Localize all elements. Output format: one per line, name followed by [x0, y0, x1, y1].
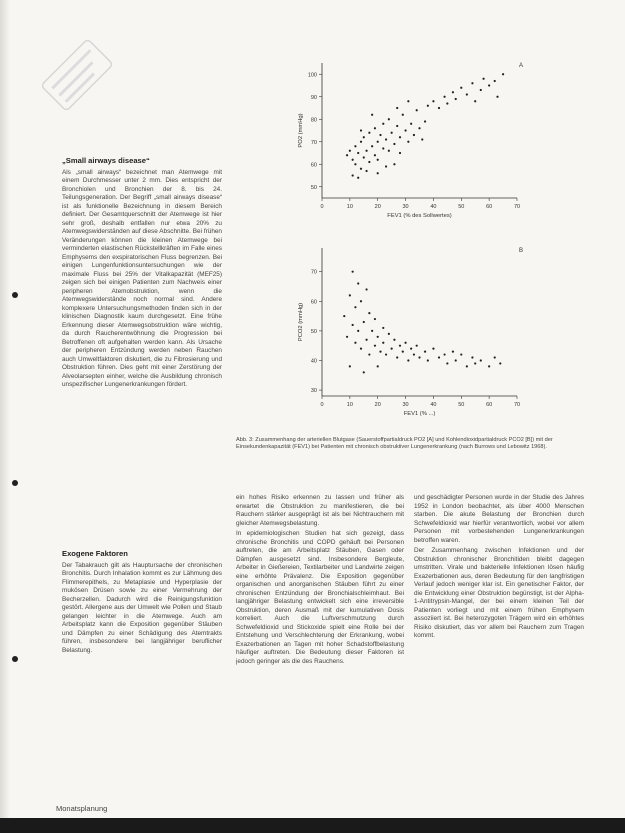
- data-point: [388, 150, 390, 152]
- x-tick-label: 30: [402, 204, 409, 210]
- data-point: [396, 125, 398, 127]
- x-axis-label: FEV1 (% ...): [403, 411, 436, 417]
- data-point: [399, 345, 401, 347]
- panel-label: A: [519, 63, 524, 69]
- data-point: [455, 359, 457, 361]
- data-point: [438, 107, 440, 109]
- data-point: [352, 324, 354, 326]
- data-point: [482, 78, 484, 80]
- data-point: [352, 159, 354, 161]
- data-point: [466, 93, 468, 95]
- data-point: [452, 351, 454, 353]
- data-point: [382, 342, 384, 344]
- data-point: [346, 154, 348, 156]
- y-tick-label: 80: [310, 117, 317, 124]
- scatter-chart-a: [290, 55, 530, 220]
- x-tick-label: 60: [486, 402, 493, 408]
- stamp-graphic: [38, 36, 116, 114]
- data-point: [365, 170, 367, 172]
- data-point: [368, 353, 370, 355]
- data-point: [371, 114, 373, 116]
- data-point: [427, 105, 429, 107]
- data-point: [446, 102, 448, 104]
- data-point: [396, 356, 398, 358]
- data-point: [368, 132, 370, 134]
- x-tick-label: 70: [513, 402, 521, 408]
- x-tick-label: 50: [458, 204, 465, 210]
- data-point: [502, 73, 504, 75]
- y-tick-label: 60: [310, 299, 317, 306]
- data-point: [494, 356, 496, 358]
- x-tick-label: 10: [346, 402, 353, 408]
- y-tick-label: 50: [310, 328, 317, 335]
- data-point: [494, 80, 496, 82]
- x-tick-label: 20: [374, 204, 381, 210]
- data-point: [416, 109, 418, 111]
- data-point: [443, 96, 445, 98]
- data-point: [404, 129, 406, 131]
- data-point: [365, 150, 367, 152]
- data-point: [410, 348, 412, 350]
- data-point: [388, 333, 390, 335]
- middle-paragraph-1: ein hohes Risiko erkennen zu lassen und früher als erwartet die Obstruktion zu manifestieren, die bei Rauchern stärker ausgeprägt ist als bei Nichtrauchern mit gleicher Atemwegsbelastung.: [236, 494, 404, 527]
- data-point: [360, 129, 362, 131]
- data-point: [385, 353, 387, 355]
- x-tick-label: 50: [458, 402, 465, 408]
- page-edge-shadow: [0, 0, 10, 833]
- x-tick-label: 40: [430, 204, 437, 210]
- data-point: [377, 141, 379, 143]
- y-tick-label: 70: [310, 269, 317, 276]
- y-tick-label: 30: [310, 388, 317, 395]
- data-point: [404, 342, 406, 344]
- data-point: [357, 152, 359, 154]
- heading-exogene-faktoren: Exogene Faktoren: [62, 549, 128, 558]
- punch-hole: [12, 480, 18, 486]
- data-point: [374, 318, 376, 320]
- data-point: [393, 339, 395, 341]
- data-point: [377, 159, 379, 161]
- data-point: [388, 118, 390, 120]
- data-point: [357, 330, 359, 332]
- y-tick-label: 60: [310, 162, 317, 169]
- data-point: [496, 96, 498, 98]
- data-point: [371, 145, 373, 147]
- data-point: [460, 87, 462, 89]
- data-point: [402, 351, 404, 353]
- data-point: [446, 362, 448, 364]
- data-point: [499, 362, 501, 364]
- data-point: [363, 371, 365, 373]
- paragraph-small-airways: Als „small airways“ bezeichnet man Atemwege mit einem Durchmesser unter 2 mm. Dies entspricht der Bronchiolen und Bronchien der 8. bis 24. Teilungsgeneration. Der Begriff „small airways disease“ ist als funktionelle Bezeichnung in diesem Bereich definiert. Der Gesamtquerschnitt der Atemwege ist hier sehr groß, deshalb entfallen nur etwa 20% zu Atemwegswiderständen auf diese Abschnitte. Bei frühen Veränderungen können die kleinen Atemwege bei verminderten elastischen Rückstellkräften im Falle eines Emphysems den exspiratorischen Fluss begrenzen. Bei einigen Lungenfunktionsuntersuchungen wie der maximale Fluss bei 25% der Vitalkapazität (MEF25) zeigen sich bei einigen Patienten zum Nachweis einer peripheren Atemobstruktion, wenn die Atemwegswiderstände noch normal sind. Andere komplexere Untersuchungsmethoden finden sich in der klinischen Diagnostik kaum durchgesetzt. Eine frühe Erkennung dieser Atemwegsobstruktion wäre wichtig, da durch Raucherentwöhnung die Progression bei Betroffenen oft aufgehalten werden kann. Als Ursache der peripheren Entzündung werden neben Rauchen auch Umweltfaktoren diskutiert, die zu Fibrosierung und Obstruktion führen. Dies geht mit einer Zerstörung der Alveolarsepten einher, welche die Ausbildung chronisch unspezifischer Lungenerkrankungen fördert.: [62, 168, 222, 388]
- y-tick-label: 50: [310, 184, 317, 191]
- data-point: [374, 127, 376, 129]
- data-point: [391, 132, 393, 134]
- data-point: [360, 141, 362, 143]
- data-point: [377, 172, 379, 174]
- x-tick-label: 10: [346, 204, 353, 210]
- data-point: [377, 336, 379, 338]
- data-point: [427, 359, 429, 361]
- data-point: [349, 294, 351, 296]
- data-point: [391, 348, 393, 350]
- data-point: [471, 82, 473, 84]
- data-point: [410, 123, 412, 125]
- panel-label: B: [519, 248, 524, 254]
- data-point: [480, 89, 482, 91]
- paragraph-exogene-faktoren: Der Tabakrauch gilt als Hauptursache der chronischen Bronchitis. Durch Inhalation kommt es zur Lähmung des Flimmerepithels, zu Metaplasie und Hyperplasie der mukösen Drüsen sowie zu einer Vermehrung der Becherzellen. Dadurch wird die Reinigungsfunktion gestört. Allergene aus der Umwelt wie Pollen und Staub gelangen leichter in die Atemwege. Auch am Arbeitsplatz kann die Exposition gegenüber Stäuben und Dämpfen zu einer Schädigung des Atemtrakts führen, insbesondere bei langjähriger beruflicher Belastung.: [62, 561, 222, 654]
- data-point: [357, 177, 359, 179]
- x-tick-label: 30: [402, 402, 409, 408]
- data-point: [368, 161, 370, 163]
- data-point: [371, 330, 373, 332]
- data-point: [349, 150, 351, 152]
- data-point: [393, 143, 395, 145]
- data-point: [424, 120, 426, 122]
- left-column-bottom: [62, 548, 222, 798]
- data-point: [365, 288, 367, 290]
- data-point: [407, 141, 409, 143]
- figure-caption: Abb. 3: Zusammenhang der arteriellen Blutgase (Sauerstoffpartialdruck PO2 [A] und Kohlendioxidpartialdruck PCO2 [B]) mit der Einsekundenkapazität (FEV1) bei Patienten mit chronisch obstruktiver Lungenerkrankung (nach Burrows und Lebowitz 1968).: [236, 437, 553, 451]
- data-point: [480, 359, 482, 361]
- data-point: [471, 356, 473, 358]
- data-point: [488, 84, 490, 86]
- data-point: [349, 365, 351, 367]
- data-point: [354, 163, 356, 165]
- data-point: [452, 91, 454, 93]
- data-point: [377, 365, 379, 367]
- data-point: [413, 134, 415, 136]
- watermark-stamp: [38, 36, 116, 114]
- data-point: [455, 98, 457, 100]
- data-point: [352, 271, 354, 273]
- data-point: [363, 156, 365, 158]
- y-tick-label: 70: [310, 139, 317, 146]
- punch-hole: [12, 656, 18, 662]
- data-point: [407, 359, 409, 361]
- data-point: [382, 327, 384, 329]
- data-point: [402, 114, 404, 116]
- data-point: [432, 348, 434, 350]
- middle-paragraph-2: In epidemiologischen Studien hat sich gezeigt, dass chronische Bronchitis und COPD gehäuft bei Personen auftreten, die am Arbeitsplatz Stäuben, Gasen oder Dämpfen ausgesetzt sind. Insbesondere Bergleute, Arbeiter in Gießereien, Textilarbeiter und Landwirte zeigen eine erhöhte Prävalenz. Die Exposition gegenüber organischen und anorganischen Stäuben führt zu einer chronischen Entzündung der Bronchialschleimhaut. Bei langjähriger Belastung entwickelt sich eine irreversible Obstruktion, deren Ausmaß mit der kumulativen Dosis korreliert. Auch die Luftverschmutzung durch Schwefeldioxid und Stickoxide spielt eine Rolle bei der Entstehung und Verschlechterung der Erkrankung, wobei Exazerbationen an Tagen mit hoher Schadstoffbelastung häufiger auftreten. Die Bedeutung dieser Faktoren ist jedoch geringer als die des Rauchens.: [236, 530, 404, 665]
- page-footer: Monatsplanung: [56, 804, 108, 813]
- y-tick-label: 40: [310, 358, 317, 365]
- data-point: [424, 351, 426, 353]
- data-point: [360, 168, 362, 170]
- data-point: [399, 152, 401, 154]
- data-point: [379, 351, 381, 353]
- middle-column: [236, 494, 404, 794]
- data-point: [393, 163, 395, 165]
- data-point: [346, 336, 348, 338]
- data-point: [385, 165, 387, 167]
- data-point: [343, 315, 345, 317]
- data-point: [432, 100, 434, 102]
- y-axis-label: PCO2 (mmHg): [298, 302, 304, 342]
- x-tick-label: 20: [374, 402, 381, 408]
- data-point: [418, 127, 420, 129]
- data-point: [488, 365, 490, 367]
- data-point: [368, 312, 370, 314]
- right-paragraph-1: und geschädigter Personen wurde in der Studie des Jahres 1952 in London beobachtet, als über 4000 Menschen starben. Die akute Belastung der Bronchien durch Schwefeldioxid war hierfür verantwortlich, wobei vor allem Personen mit vorbestehenden Lungenerkrankungen betroffen waren.: [414, 494, 584, 544]
- data-point: [374, 345, 376, 347]
- data-point: [416, 345, 418, 347]
- data-point: [363, 136, 365, 138]
- data-point: [360, 300, 362, 302]
- scatter-chart-b: [290, 240, 530, 420]
- y-tick-label: 90: [310, 94, 317, 101]
- footer-bar: [0, 818, 625, 833]
- x-tick-label: 0: [320, 204, 324, 210]
- right-paragraph-2: Der Zusammenhang zwischen Infektionen und der Obstruktion chronischer Bronchitiden bleibt dagegen umstritten. Virale und bakterielle Infektionen lösen häufig Exazerbationen aus, deren Bedeutung für den langfristigen Verlauf jedoch weniger klar ist. Ein genetischer Faktor, der die Entwicklung einer Obstruktion begünstigt, ist der Alpha-1-Antitrypsin-Mangel, der bei einem kleinen Teil der Patienten vorliegt und mit einem frühen Emphysem assoziiert ist. Bei heterozygoten Trägern wird ein erhöhtes Risiko diskutiert, das vor allem bei Rauchern zum Tragen kommt.: [414, 547, 584, 639]
- data-point: [382, 147, 384, 149]
- data-point: [352, 174, 354, 176]
- data-point: [357, 282, 359, 284]
- data-point: [421, 138, 423, 140]
- data-point: [474, 362, 476, 364]
- data-point: [365, 339, 367, 341]
- left-column-top: [62, 155, 222, 485]
- data-point: [466, 365, 468, 367]
- data-point: [418, 356, 420, 358]
- heading-small-airways: „Small airways disease“: [62, 156, 150, 165]
- x-tick-label: 60: [486, 204, 493, 210]
- data-point: [379, 134, 381, 136]
- data-point: [413, 353, 415, 355]
- data-point: [396, 107, 398, 109]
- data-point: [374, 154, 376, 156]
- x-axis-label: FEV1 (% des Sollwertes): [387, 213, 452, 219]
- right-column: [414, 494, 584, 794]
- x-tick-label: 70: [513, 204, 521, 210]
- punch-hole: [12, 292, 18, 298]
- x-tick-label: 40: [430, 402, 437, 408]
- data-point: [460, 353, 462, 355]
- data-point: [385, 138, 387, 140]
- data-point: [407, 100, 409, 102]
- data-point: [360, 348, 362, 350]
- data-point: [354, 306, 356, 308]
- y-axis-label: PO2 (mmHg): [298, 113, 304, 148]
- x-tick-label: 0: [320, 402, 324, 408]
- data-point: [438, 356, 440, 358]
- y-tick-label: 100: [307, 72, 317, 79]
- data-point: [354, 145, 356, 147]
- data-point: [443, 353, 445, 355]
- data-point: [382, 123, 384, 125]
- data-point: [474, 100, 476, 102]
- data-point: [399, 136, 401, 138]
- data-point: [363, 321, 365, 323]
- data-point: [354, 342, 356, 344]
